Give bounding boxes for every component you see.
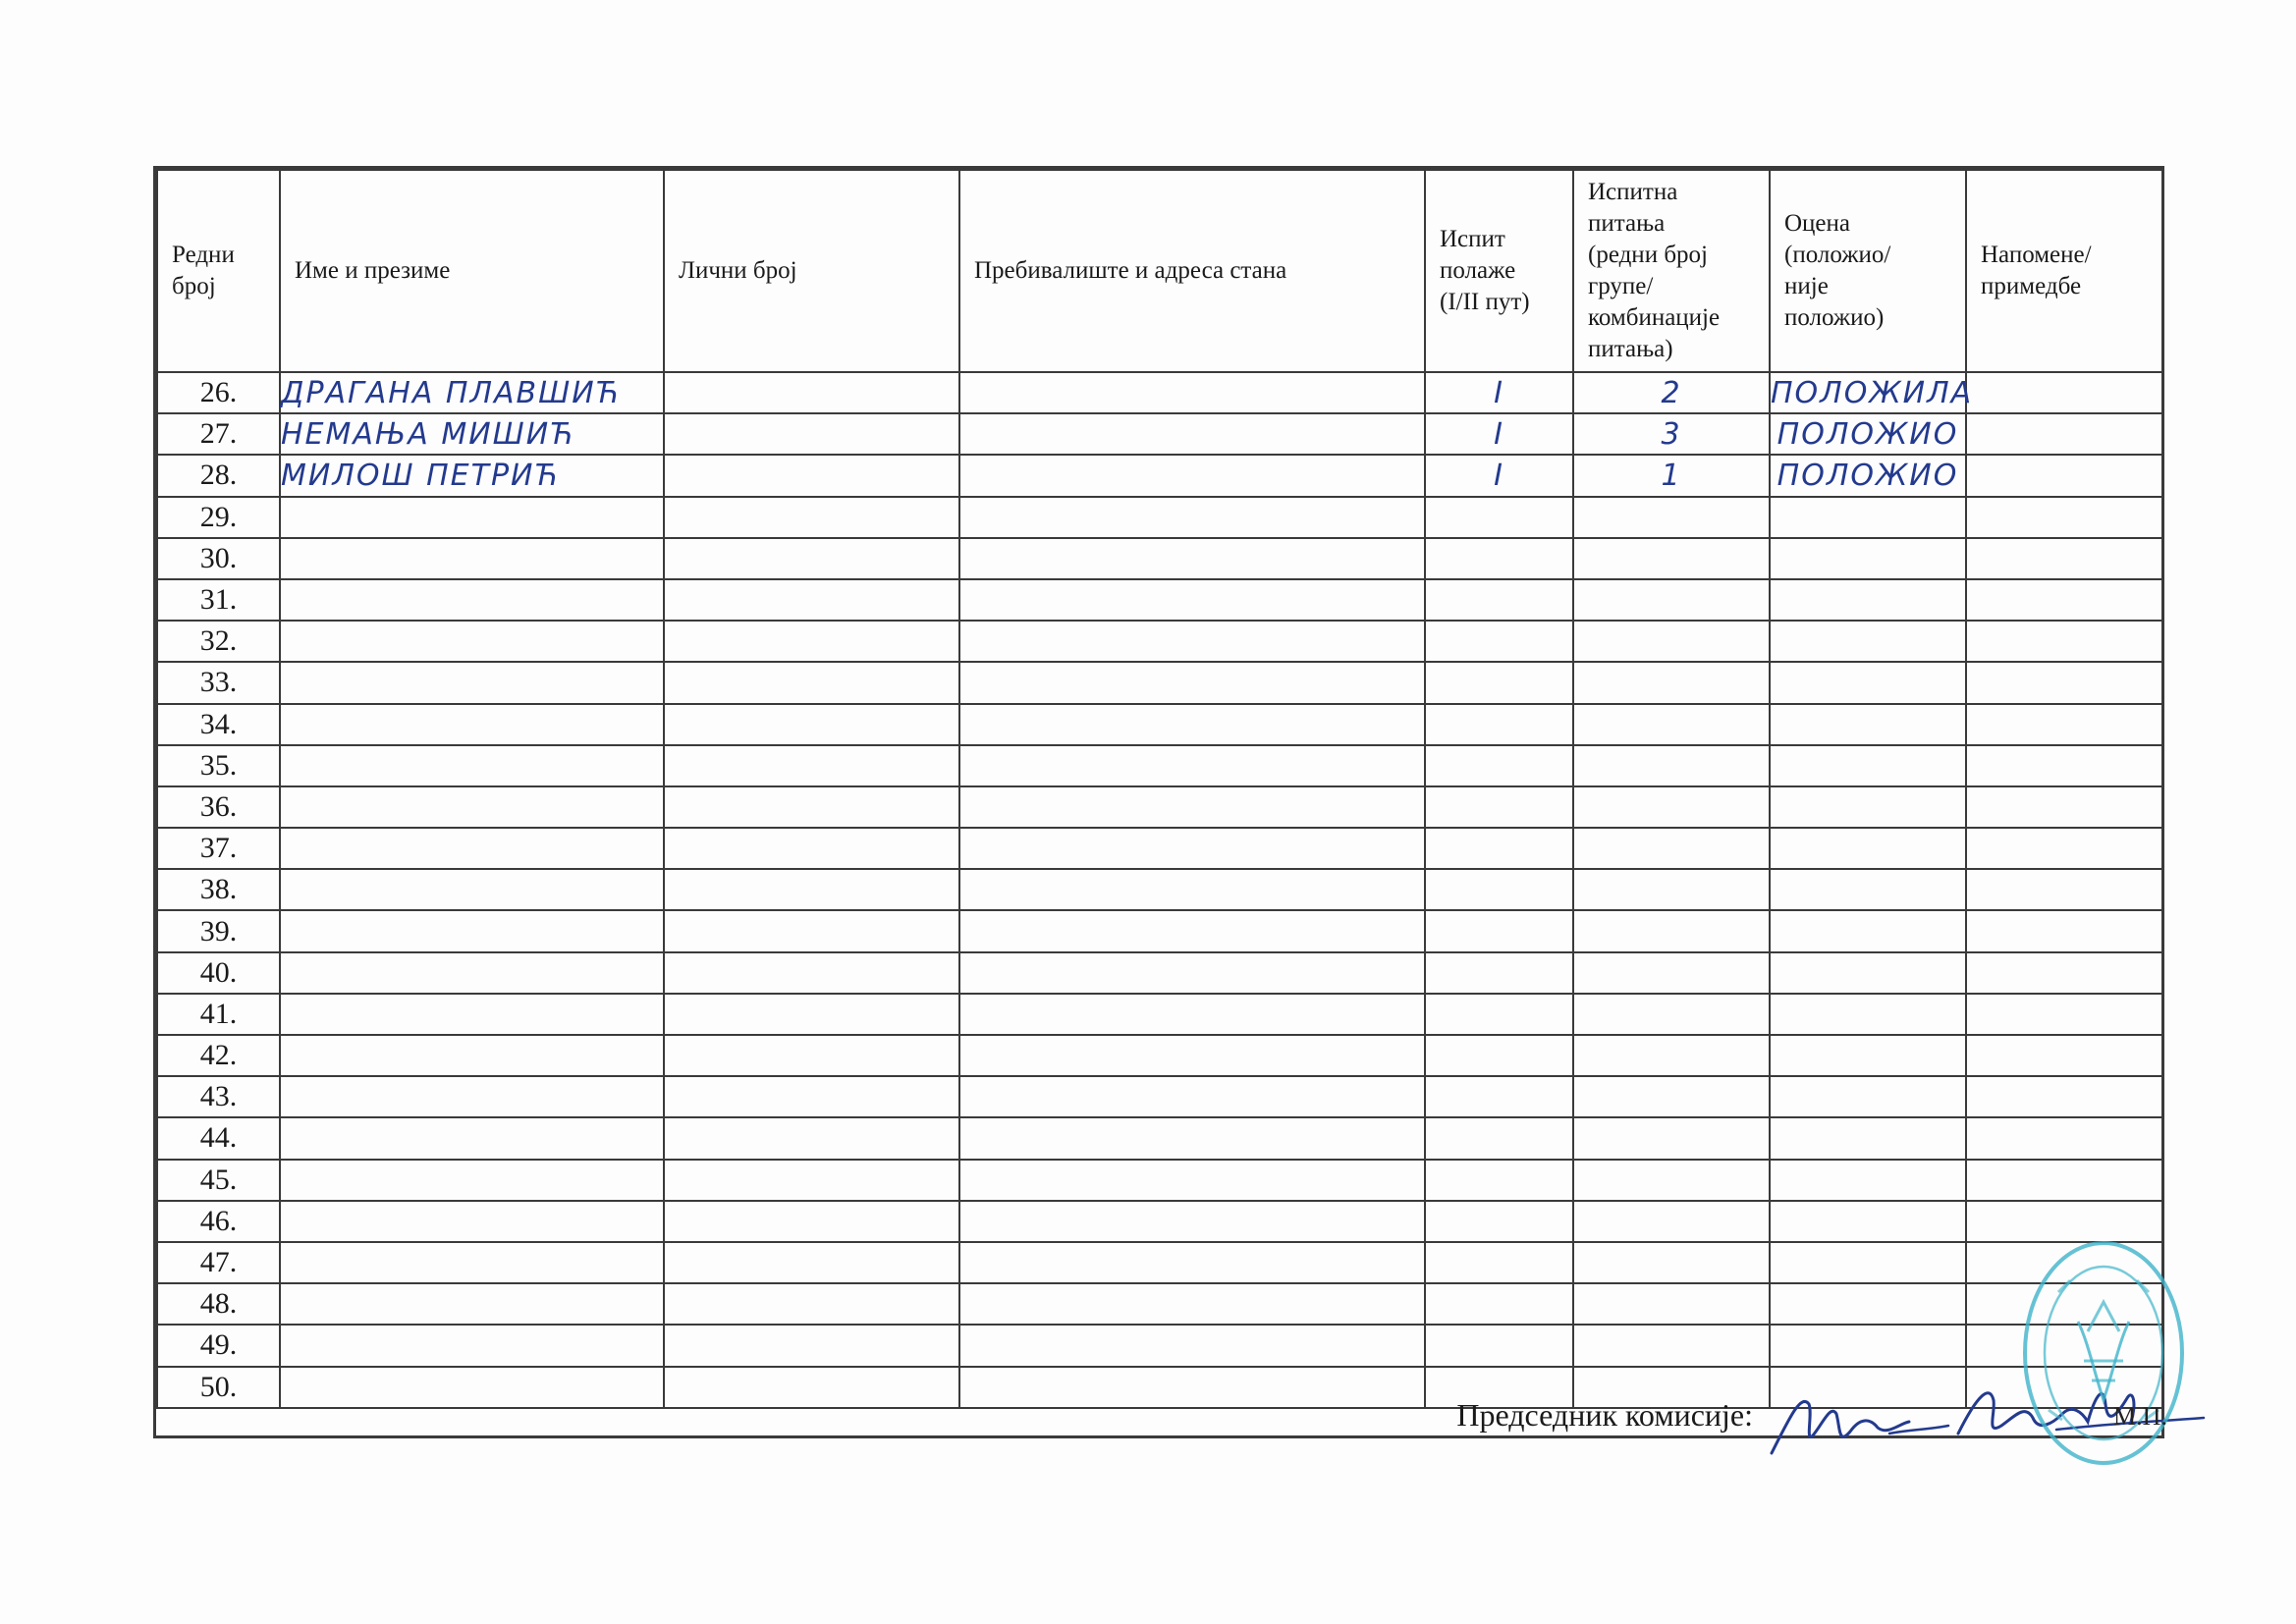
row-number: 26. — [157, 372, 280, 413]
row-number: 35. — [157, 745, 280, 786]
grade-cell — [1770, 662, 1966, 703]
candidate-name — [280, 994, 664, 1035]
attempt-cell — [1425, 745, 1573, 786]
grade-cell: ПОЛОЖИО — [1770, 455, 1966, 496]
grade-cell — [1770, 745, 1966, 786]
remarks-cell — [1966, 869, 2162, 910]
remarks-cell — [1966, 994, 2162, 1035]
personal-id-cell — [664, 745, 959, 786]
address-cell — [959, 1242, 1425, 1283]
grade-cell — [1770, 786, 1966, 828]
header-exam-attempt: Испит полаже (I/II пут) — [1425, 170, 1573, 372]
candidate-name — [280, 910, 664, 951]
row-number: 50. — [157, 1367, 280, 1408]
remarks-cell — [1966, 704, 2162, 745]
remarks-cell — [1966, 1076, 2162, 1117]
personal-id-cell — [664, 1117, 959, 1159]
remarks-cell — [1966, 413, 2162, 455]
row-number: 38. — [157, 869, 280, 910]
table-row — [157, 1160, 2162, 1201]
candidate-name: ДРАГАНА ПЛАВШИЋ — [280, 372, 664, 413]
table-row — [157, 455, 2162, 496]
address-cell — [959, 1201, 1425, 1242]
remarks-cell — [1966, 579, 2162, 621]
grade-cell — [1770, 704, 1966, 745]
attempt-cell: I — [1425, 455, 1573, 496]
grade-cell — [1770, 1325, 1966, 1366]
personal-id-cell — [664, 1201, 959, 1242]
row-number: 33. — [157, 662, 280, 703]
candidate-name: МИЛОШ ПЕТРИЋ — [280, 455, 664, 496]
grade-cell — [1770, 1035, 1966, 1076]
candidate-name — [280, 1242, 664, 1283]
questions-cell — [1573, 1242, 1770, 1283]
header-personal-id: Лични број — [664, 170, 959, 372]
personal-id-cell — [664, 704, 959, 745]
questions-cell — [1573, 1160, 1770, 1201]
remarks-cell — [1966, 1160, 2162, 1201]
attempt-cell — [1425, 1117, 1573, 1159]
questions-cell — [1573, 1076, 1770, 1117]
committee-chair-label: Председник комисије: — [1456, 1397, 1753, 1433]
candidate-name — [280, 497, 664, 538]
questions-cell — [1573, 538, 1770, 579]
grade-cell — [1770, 994, 1966, 1035]
row-number: 30. — [157, 538, 280, 579]
table-row — [157, 413, 2162, 455]
address-cell — [959, 497, 1425, 538]
table-row — [157, 994, 2162, 1035]
row-number: 49. — [157, 1325, 280, 1366]
address-cell — [959, 1076, 1425, 1117]
address-cell — [959, 455, 1425, 496]
questions-cell: 2 — [1573, 372, 1770, 413]
personal-id-cell — [664, 1325, 959, 1366]
grade-cell: ПОЛОЖИЛА — [1770, 372, 1966, 413]
grade-cell — [1770, 910, 1966, 951]
remarks-cell — [1966, 910, 2162, 951]
exam-register-table-frame — [153, 166, 2164, 1438]
questions-cell — [1573, 1117, 1770, 1159]
candidate-name — [280, 579, 664, 621]
remarks-cell — [1966, 952, 2162, 994]
attempt-cell — [1425, 621, 1573, 662]
attempt-cell — [1425, 1283, 1573, 1325]
address-cell — [959, 1160, 1425, 1201]
personal-id-cell — [664, 1242, 959, 1283]
table-row — [157, 745, 2162, 786]
attempt-cell — [1425, 828, 1573, 869]
remarks-cell — [1966, 538, 2162, 579]
table-row — [157, 828, 2162, 869]
personal-id-cell — [664, 455, 959, 496]
address-cell — [959, 828, 1425, 869]
questions-cell — [1573, 869, 1770, 910]
stamp-place-mark: М.П. — [2113, 1402, 2167, 1431]
attempt-cell — [1425, 662, 1573, 703]
candidate-name — [280, 538, 664, 579]
questions-cell — [1573, 1283, 1770, 1325]
candidate-name — [280, 1117, 664, 1159]
personal-id-cell — [664, 662, 959, 703]
personal-id-cell — [664, 952, 959, 994]
personal-id-cell — [664, 372, 959, 413]
address-cell — [959, 745, 1425, 786]
address-cell — [959, 413, 1425, 455]
remarks-cell — [1966, 372, 2162, 413]
table-row — [157, 372, 2162, 413]
table-row — [157, 1283, 2162, 1325]
row-number: 39. — [157, 910, 280, 951]
table-row — [157, 910, 2162, 951]
candidate-name — [280, 621, 664, 662]
questions-cell — [1573, 704, 1770, 745]
table-row — [157, 538, 2162, 579]
header-serial-number: Редни број — [157, 170, 280, 372]
questions-cell — [1573, 952, 1770, 994]
attempt-cell — [1425, 910, 1573, 951]
questions-cell — [1573, 1325, 1770, 1366]
row-number: 36. — [157, 786, 280, 828]
address-cell — [959, 704, 1425, 745]
personal-id-cell — [664, 786, 959, 828]
personal-id-cell — [664, 1076, 959, 1117]
candidate-name — [280, 828, 664, 869]
row-number: 37. — [157, 828, 280, 869]
attempt-cell — [1425, 1035, 1573, 1076]
table-row — [157, 1076, 2162, 1117]
candidate-name: НЕМАЊА МИШИЋ — [280, 413, 664, 455]
questions-cell — [1573, 662, 1770, 703]
attempt-cell — [1425, 1201, 1573, 1242]
row-number: 29. — [157, 497, 280, 538]
grade-cell — [1770, 828, 1966, 869]
questions-cell — [1573, 579, 1770, 621]
row-number: 45. — [157, 1160, 280, 1201]
questions-cell: 3 — [1573, 413, 1770, 455]
questions-cell — [1573, 621, 1770, 662]
attempt-cell — [1425, 952, 1573, 994]
grade-cell — [1770, 1117, 1966, 1159]
row-number: 32. — [157, 621, 280, 662]
table-row — [157, 662, 2162, 703]
row-number: 43. — [157, 1076, 280, 1117]
address-cell — [959, 538, 1425, 579]
table-row — [157, 869, 2162, 910]
grade-cell — [1770, 538, 1966, 579]
remarks-cell — [1966, 1035, 2162, 1076]
questions-cell — [1573, 497, 1770, 538]
row-number: 40. — [157, 952, 280, 994]
grade-cell — [1770, 497, 1966, 538]
attempt-cell: I — [1425, 372, 1573, 413]
address-cell — [959, 994, 1425, 1035]
row-number: 41. — [157, 994, 280, 1035]
candidate-name — [280, 1283, 664, 1325]
row-number: 27. — [157, 413, 280, 455]
personal-id-cell — [664, 828, 959, 869]
questions-cell — [1573, 994, 1770, 1035]
table-header-row — [157, 170, 2162, 372]
table-row — [157, 1117, 2162, 1159]
grade-cell — [1770, 579, 1966, 621]
candidate-name — [280, 704, 664, 745]
header-residence-address: Пребивалиште и адреса стана — [959, 170, 1425, 372]
table-row — [157, 1242, 2162, 1283]
table-row — [157, 497, 2162, 538]
attempt-cell — [1425, 1325, 1573, 1366]
attempt-cell — [1425, 786, 1573, 828]
candidate-name — [280, 786, 664, 828]
grade-cell — [1770, 869, 1966, 910]
table-row — [157, 1035, 2162, 1076]
remarks-cell — [1966, 455, 2162, 496]
address-cell — [959, 1325, 1425, 1366]
attempt-cell — [1425, 1076, 1573, 1117]
grade-cell — [1770, 1076, 1966, 1117]
remarks-cell — [1966, 1117, 2162, 1159]
personal-id-cell — [664, 869, 959, 910]
address-cell — [959, 579, 1425, 621]
table-row — [157, 579, 2162, 621]
row-number: 34. — [157, 704, 280, 745]
candidate-name — [280, 952, 664, 994]
remarks-cell — [1966, 828, 2162, 869]
personal-id-cell — [664, 1035, 959, 1076]
grade-cell — [1770, 952, 1966, 994]
candidate-name — [280, 662, 664, 703]
candidate-name — [280, 1325, 664, 1366]
table-row — [157, 704, 2162, 745]
row-number: 47. — [157, 1242, 280, 1283]
remarks-cell — [1966, 745, 2162, 786]
header-grade: Оцена (положио/ није положио) — [1770, 170, 1966, 372]
table-row — [157, 1325, 2162, 1366]
attempt-cell — [1425, 869, 1573, 910]
table-row — [157, 952, 2162, 994]
personal-id-cell — [664, 1160, 959, 1201]
remarks-cell — [1966, 786, 2162, 828]
remarks-cell — [1966, 662, 2162, 703]
candidate-name — [280, 1035, 664, 1076]
row-number: 44. — [157, 1117, 280, 1159]
exam-register-table — [156, 169, 2163, 1409]
personal-id-cell — [664, 910, 959, 951]
personal-id-cell — [664, 1283, 959, 1325]
row-number: 48. — [157, 1283, 280, 1325]
address-cell — [959, 1283, 1425, 1325]
attempt-cell — [1425, 1242, 1573, 1283]
address-cell — [959, 869, 1425, 910]
grade-cell — [1770, 1201, 1966, 1242]
row-number: 42. — [157, 1035, 280, 1076]
address-cell — [959, 372, 1425, 413]
grade-cell — [1770, 621, 1966, 662]
address-cell — [959, 662, 1425, 703]
candidate-name — [280, 869, 664, 910]
grade-cell — [1770, 1242, 1966, 1283]
candidate-name — [280, 1076, 664, 1117]
candidate-name — [280, 1160, 664, 1201]
table-body — [157, 372, 2162, 1408]
table-row — [157, 621, 2162, 662]
candidate-name — [280, 745, 664, 786]
questions-cell — [1573, 1201, 1770, 1242]
official-stamp — [2019, 1233, 2188, 1473]
address-cell — [959, 621, 1425, 662]
attempt-cell — [1425, 497, 1573, 538]
personal-id-cell — [664, 538, 959, 579]
row-number: 31. — [157, 579, 280, 621]
table-row — [157, 786, 2162, 828]
attempt-cell: I — [1425, 413, 1573, 455]
header-exam-questions: Испитна питања (редни број групе/ комбинације питања) — [1573, 170, 1770, 372]
header-remarks: Напомене/ примедбе — [1966, 170, 2162, 372]
address-cell — [959, 786, 1425, 828]
remarks-cell — [1966, 497, 2162, 538]
candidate-name — [280, 1201, 664, 1242]
header-full-name: Име и презиме — [280, 170, 664, 372]
row-number: 28. — [157, 455, 280, 496]
personal-id-cell — [664, 994, 959, 1035]
personal-id-cell — [664, 621, 959, 662]
table-row — [157, 1201, 2162, 1242]
personal-id-cell — [664, 579, 959, 621]
questions-cell — [1573, 1035, 1770, 1076]
questions-cell — [1573, 786, 1770, 828]
questions-cell: 1 — [1573, 455, 1770, 496]
address-cell — [959, 1117, 1425, 1159]
grade-cell — [1770, 1160, 1966, 1201]
attempt-cell — [1425, 538, 1573, 579]
row-number: 46. — [157, 1201, 280, 1242]
address-cell — [959, 910, 1425, 951]
personal-id-cell — [664, 497, 959, 538]
questions-cell — [1573, 828, 1770, 869]
attempt-cell — [1425, 579, 1573, 621]
address-cell — [959, 1035, 1425, 1076]
attempt-cell — [1425, 704, 1573, 745]
questions-cell — [1573, 910, 1770, 951]
grade-cell: ПОЛОЖИО — [1770, 413, 1966, 455]
grade-cell — [1770, 1283, 1966, 1325]
attempt-cell — [1425, 1160, 1573, 1201]
remarks-cell — [1966, 621, 2162, 662]
attempt-cell — [1425, 994, 1573, 1035]
personal-id-cell — [664, 413, 959, 455]
address-cell — [959, 952, 1425, 994]
questions-cell — [1573, 745, 1770, 786]
